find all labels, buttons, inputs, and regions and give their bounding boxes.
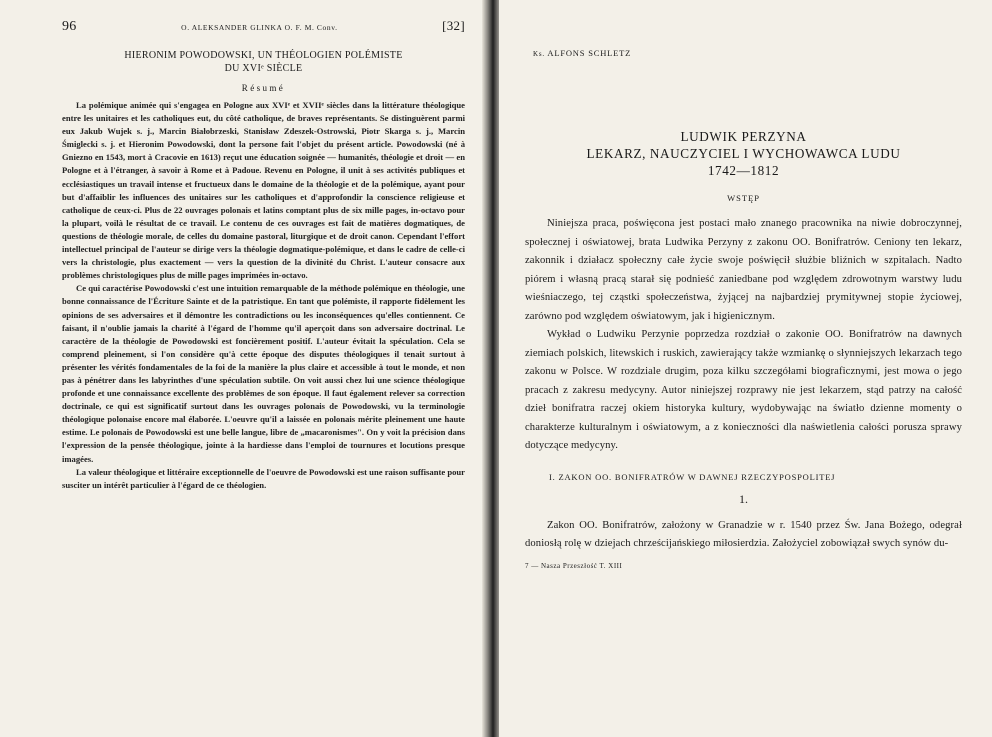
body-paragraph: Zakon OO. Bonifratrów, założony w Granadzie w r. 1540 przez Św. Jana Bożego, odegrał doniosłą rolę w dziejach chrześcijańskiego miłosierdzia. Założyciel zobowiązał swych synów du- — [525, 519, 962, 549]
chapter-heading: I. ZAKON OO. BONIFRATRÓW W DAWNEJ RZECZYPOSPOLITEJ — [549, 471, 836, 482]
bracket-number: [32] — [442, 18, 465, 33]
chapter-number: 1. — [739, 491, 748, 506]
author-line — [525, 48, 962, 58]
running-title: O. ALEKSANDER GLINKA O. F. M. Conv. — [181, 23, 338, 32]
article-title — [62, 49, 465, 75]
article-title-line: DU XVIᵉ SIÈCLE — [224, 63, 303, 74]
author-name: ALFONS SCHLETZ — [547, 48, 632, 58]
left-page — [0, 0, 487, 737]
body-paragraph: Wykład o Ludwiku Perzynie poprzedza rozdział o zakonie OO. Bonifratrów na dawnych ziemiach polskich, litewskich i ruskich, zawierający także wzmiankę o słynniejszych lekarzach tego zakonu w Polsce. W rozdziale drugim, poza kilku szczegółami biograficznymi, jest mowa o jego pracach z zakresu medycyny. Autor niniejszej rozprawy nie jest lekarzem, stąd patrzy na całość dzieł bonifratra raczej okiem historyka kultury, wydobywając na światło dzienne momenty o charakterze kulturalnym i oświatowym, a z konieczności dla naświetlenia całości porusza sprawy dotyczące medycyny. — [525, 329, 962, 451]
footnote: 7 — Nasza Przeszłość T. XIII — [525, 561, 623, 570]
resume-paragraph: La polémique animée qui s'engagea en Pologne aux XVIᵉ et XVIIᵉ siècles dans la littérature théologique entre les unitaires et les catholiques eut, du côté catholique, de braves représentants. Se distinguèrent parmi eux Jakub Wujek s. j., Marcin Białobrzeski, Stanisław Zdeszek-Ostrowski, Piotr Skarga s. j., Marcin Śmiglecki s. j. et Hieronim Powodowski, dont la persone fait l'objet du présent article. Powodowski (né à Gniezno en 1543, mort à Cracovie en 1613) reçut une éducation soignée — humanités, théologie et droit — en Pologne et à l'étranger, à savoir à Rome et à Padoue. Revenu en Pologne, il unit à ses activités publiques et ecclésiastiques un travail intense et fructueux dans le domaine de la théologie et de la polémique, ayant pour but d'affaiblir les influences des unitaires sur les catholiques et d'approfondir la conscience religieuse et catholique de ceux-ci. Plus de 22 ouvrages polonais et latins comptant plus de six mille pages, in-octavo pour la plupart, voilà le résultat de ce travail. Le contenu de ces ouvrages est fait de matières dogmatiques, de questions de théologie morale, de celles du domaine pastoral, liturgique et de droit canon. Cependant l'effort intellectuel principal de l'auteur se dirige vers la théologie dogmatique-polémique, et dans le cadre de celle-ci vers la christologie, plus exactement — vers la question de la divinité du Christ. L'auteur consacre aux problèmes christologiques plus de mille pages imprimées in-octavo. — [62, 100, 465, 281]
resume-paragraph: Ce qui caractérise Powodowski c'est une intuition remarquable de la méthode polémique en théologie, une bonne connaissance de l'Écriture Sainte et de la patristique. En tant que polémiste, il rapporte fidèlement les opinions de ses adversaires et il démontre les contradictions ou les inconséquences qu'elles contiennent. Ce faisant, il n'oublie jamais la charité à l'égard de l'homme qu'il aperçoit dans son adversaire doctrinal. Le caractère de la théologie de Powodowski est foncièrement positif. L'auteur évitait la spéculation. Cela se comprend pleinement, si l'on considère qu'à cette époque des disputes théologiques il tenait surtout à présenter les vérités fondamentales de la foi de la manière la plus claire et accessible à tout le monde, et non pas à pénétrer dans les labyrinthes d'une spéculation subtile. On voit aussi chez lui une science théologique profonde et une connaissance excellente des problèmes de son époque. Il faut également relever sa correction doctrinale, ce qui est significatif surtout dans les ouvrages polonais de Powodowski, vu la terminologie théologique polonaise encore mal élaborée. L'oeuvre qu'il a laissée en polonais mérite pleinement une haute estime. Le polonais de Powodowski est une belle langue, libre de „macaronismes". On y voit la précision dans l'expression de la pensée théologique, jointe à la hardiesse dans l'emploi de tournures et locutions presque imagées. — [62, 283, 465, 464]
resume-paragraph: La valeur théologique et littéraire exceptionnelle de l'oeuvre de Powodowski est une raison suffisante pour susciter un intérêt particulier à l'égard de ce théologien. — [62, 466, 465, 490]
article-title — [525, 128, 962, 179]
article-title-line: 1742—1812 — [707, 163, 780, 178]
right-page — [499, 0, 992, 737]
article-title-line: LUDWIK PERZYNA — [680, 129, 807, 144]
resume-heading: Résumé — [241, 83, 286, 93]
article-title-line: LEKARZ, NAUCZYCIEL I WYCHOWAWCA LUDU — [586, 146, 901, 161]
article-title-line: HIERONIM POWODOWSKI, UN THÉOLOGIEN POLÉMISTE — [124, 50, 403, 61]
author-prefix: Ks. — [533, 50, 545, 58]
section-heading: WSTĘP — [727, 193, 760, 203]
left-running-head — [62, 18, 465, 35]
body-paragraph: Niniejsza praca, poświęcona jest postaci mało znanego pracownika na niwie dobroczynnej, społecznej i oświatowej, brata Ludwika Perzyny z zakonu OO. Bonifratrów. Ceniony ten lekarz, zakonnik i działacz społeczny całe życie swoje poświęcił służbie bliźnich w szpitalach. Nadto piórem i własną pracą starał się podnieść zaniedbane pod względem zdrowotnym warstwy ludu wieśniaczego, tej cząstki społeczeństwa, żyjącej na najbardziej prymitywnej stopie życiowej, zarówno pod względem oświatowym, jak i higienicznym. — [525, 218, 962, 322]
page-number: 96 — [62, 19, 77, 34]
